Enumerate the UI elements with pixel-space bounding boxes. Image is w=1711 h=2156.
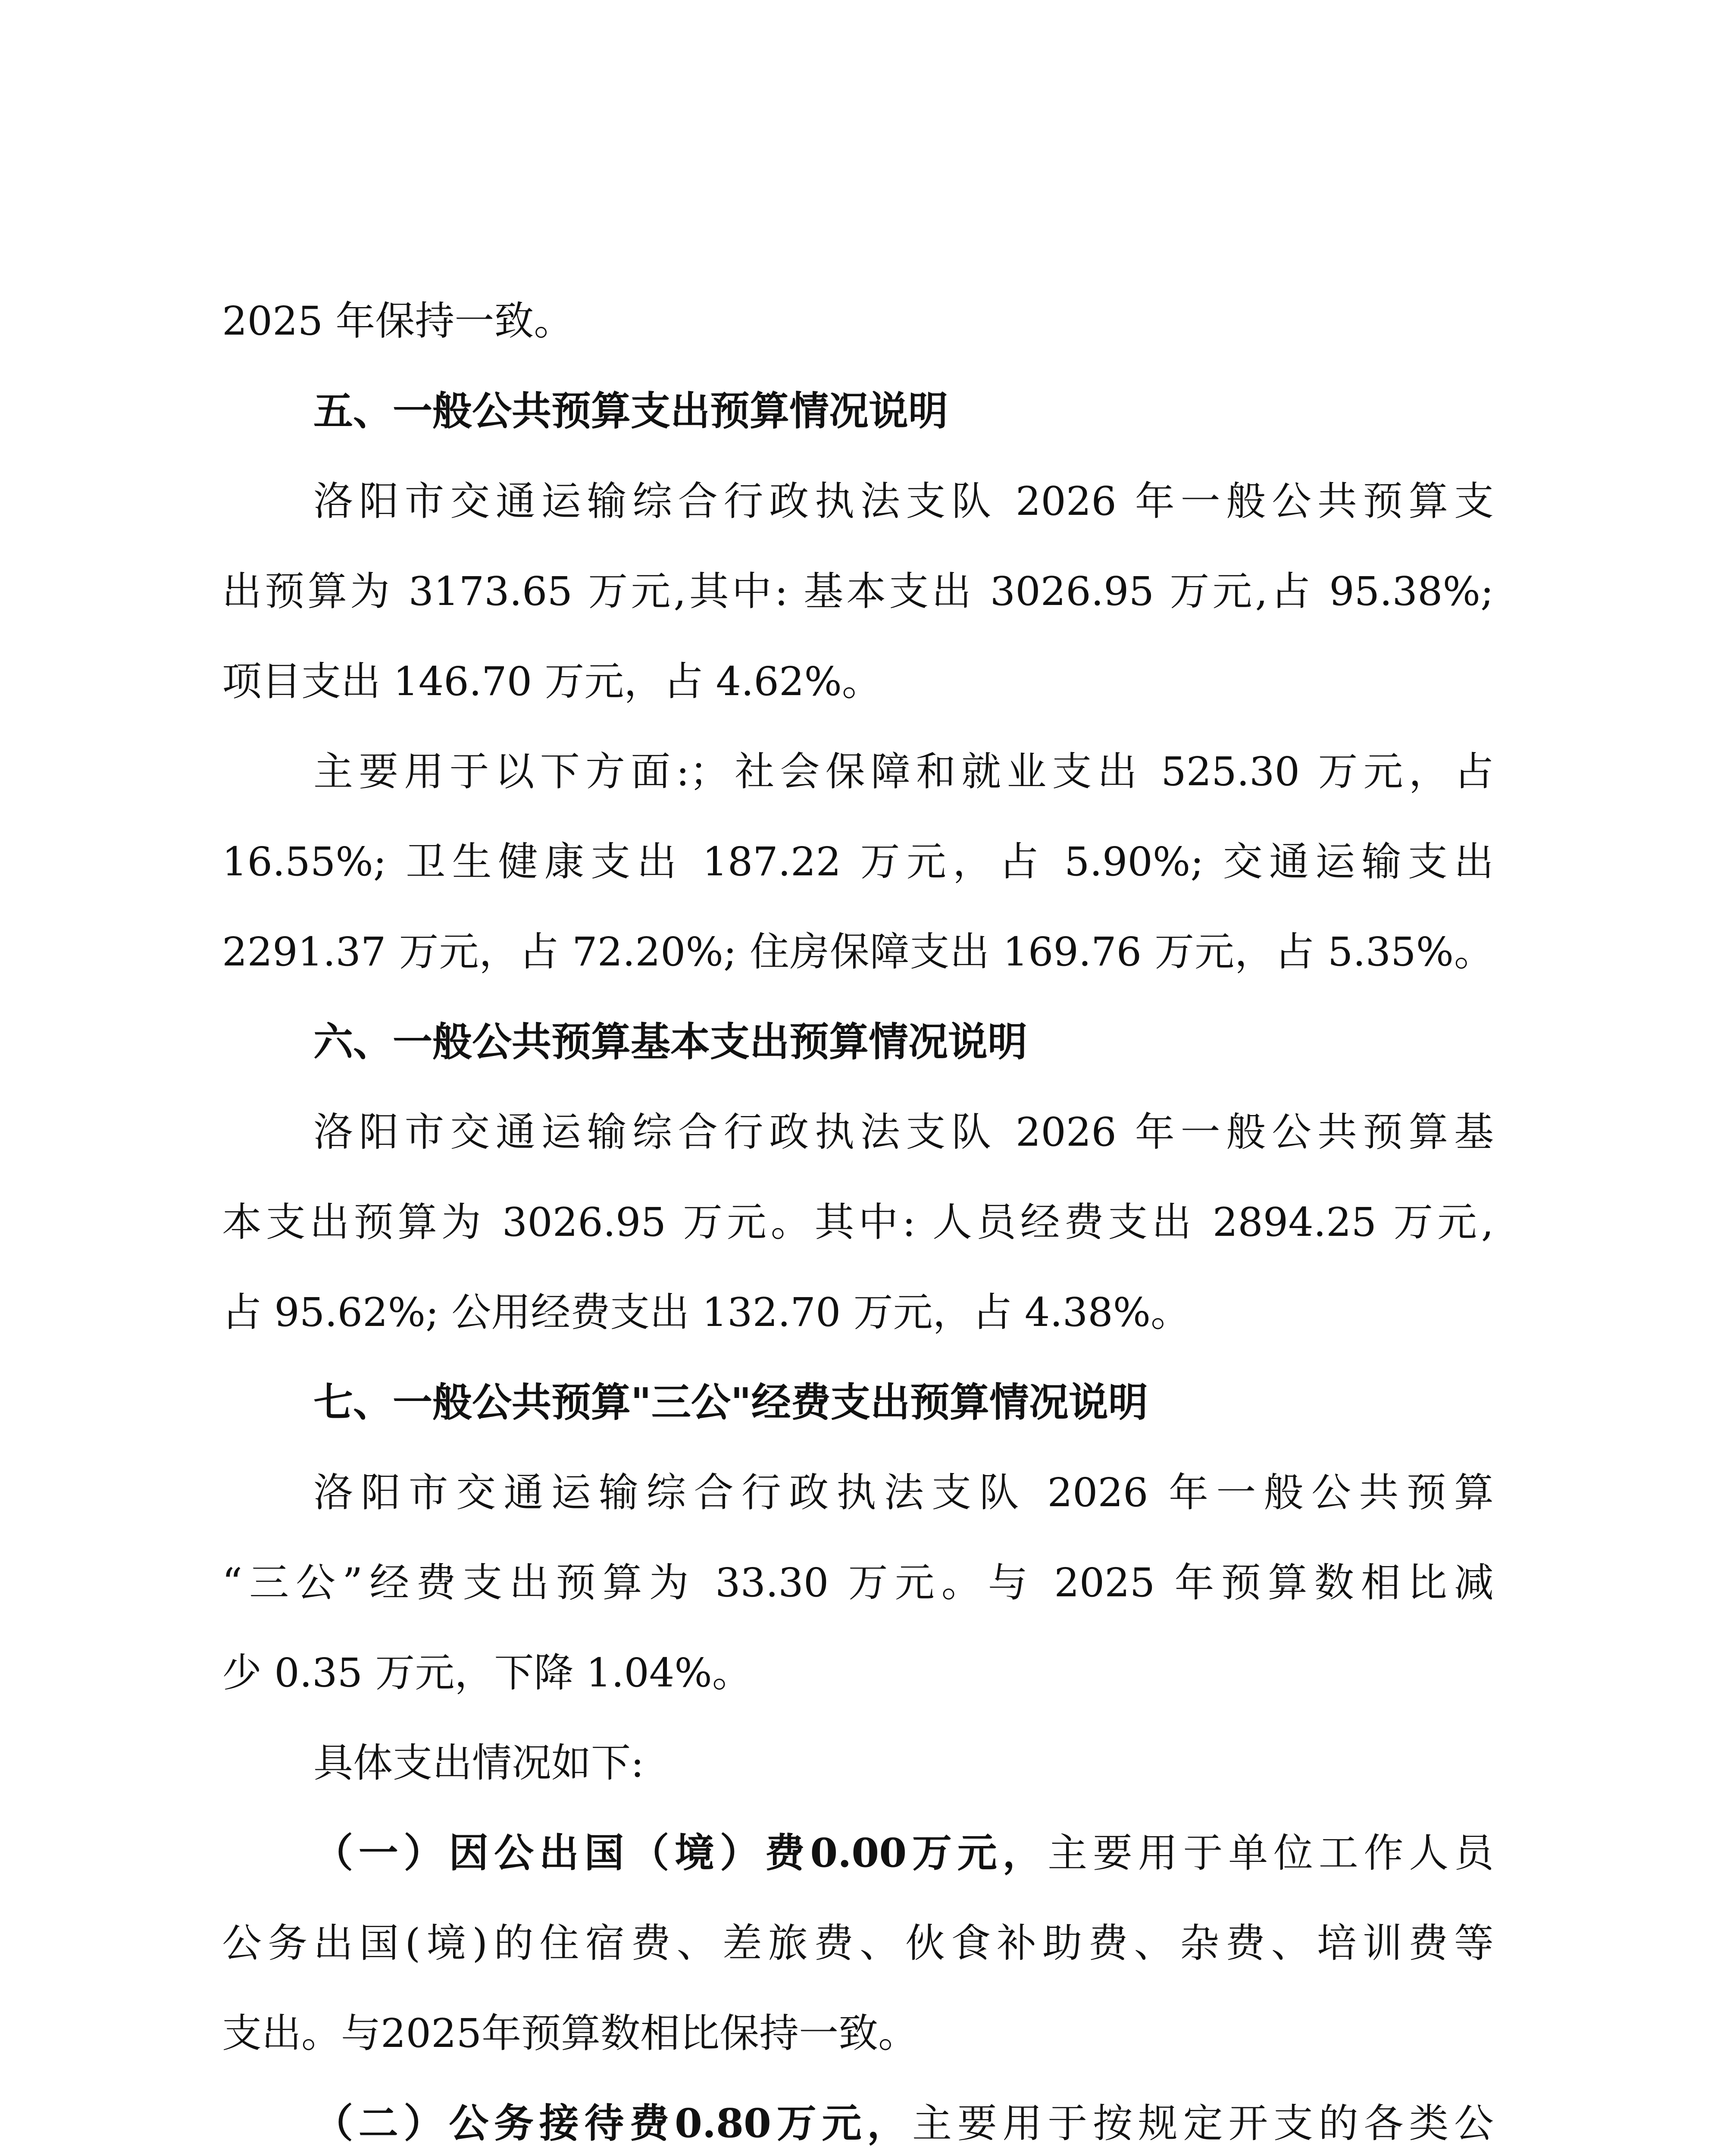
paragraph-line: 公务出国(境)的住宿费、差旅费、伙食补助费、杂费、培训费等 xyxy=(222,1920,1494,1966)
paragraph-line: 洛阳市交通运输综合行政执法支队 2026 年一般公共预算 xyxy=(313,1470,1494,1516)
paragraph-line: 主要用于以下方面:；社会保障和就业支出 525.30 万元，占 xyxy=(313,749,1494,795)
body-text xyxy=(222,276,1494,2156)
paragraph-line: 洛阳市交通运输综合行政执法支队 2026 年一般公共预算基 xyxy=(313,1109,1494,1155)
paragraph-line: 少 0.35 万元，下降 1.04%。 xyxy=(222,1650,752,1696)
subsection-text: 主要用于单位工作人员 xyxy=(1048,1830,1494,1876)
paragraph-line: 洛阳市交通运输综合行政执法支队 2026 年一般公共预算支 xyxy=(313,478,1494,524)
paragraph-line: 支出。与2025年预算数相比保持一致。 xyxy=(222,2010,918,2056)
subsection-line xyxy=(222,2078,1494,2156)
paragraph-line: 2291.37 万元，占 72.20%; 住房保障支出 169.76 万元，占 5.35%。 xyxy=(222,929,1494,975)
paragraph-line: 项目支出 146.70 万元，占 4.62%。 xyxy=(222,658,882,705)
subsection-text: 主要用于按规定开支的各类公 xyxy=(912,2100,1494,2147)
subsection-heading-reception: （二）公务接待费0.80万元， xyxy=(313,2100,913,2147)
paragraph-line: 具体支出情况如下: xyxy=(313,1740,644,1786)
section-heading-7: 七、一般公共预算"三公"经费支出预算情况说明 xyxy=(313,1379,1148,1426)
paragraph-line: 16.55%; 卫生健康支出 187.22 万元，占 5.90%; 交通运输支出 xyxy=(222,839,1494,885)
subsection-heading-travel-abroad: （一）因公出国（境）费0.00万元， xyxy=(313,1830,1048,1876)
paragraph-line: “三公”经费支出预算为 33.30 万元。与 2025 年预算数相比减 xyxy=(222,1560,1494,1606)
paragraph-continuation-line: 2025 年保持一致。 xyxy=(222,298,574,344)
section-heading-6: 六、一般公共预算基本支出预算情况说明 xyxy=(313,1019,1028,1065)
section-heading-5: 五、一般公共预算支出预算情况说明 xyxy=(313,388,948,434)
paragraph-line: 占 95.62%; 公用经费支出 132.70 万元，占 4.38%。 xyxy=(222,1289,1191,1335)
paragraph-line: 出预算为 3173.65 万元,其中: 基本支出 3026.95 万元,占 95.38%; xyxy=(222,568,1494,614)
subsection-line xyxy=(222,1808,1494,1898)
paragraph-line: 本支出预算为 3026.95 万元。其中: 人员经费支出 2894.25 万元, xyxy=(222,1199,1494,1245)
